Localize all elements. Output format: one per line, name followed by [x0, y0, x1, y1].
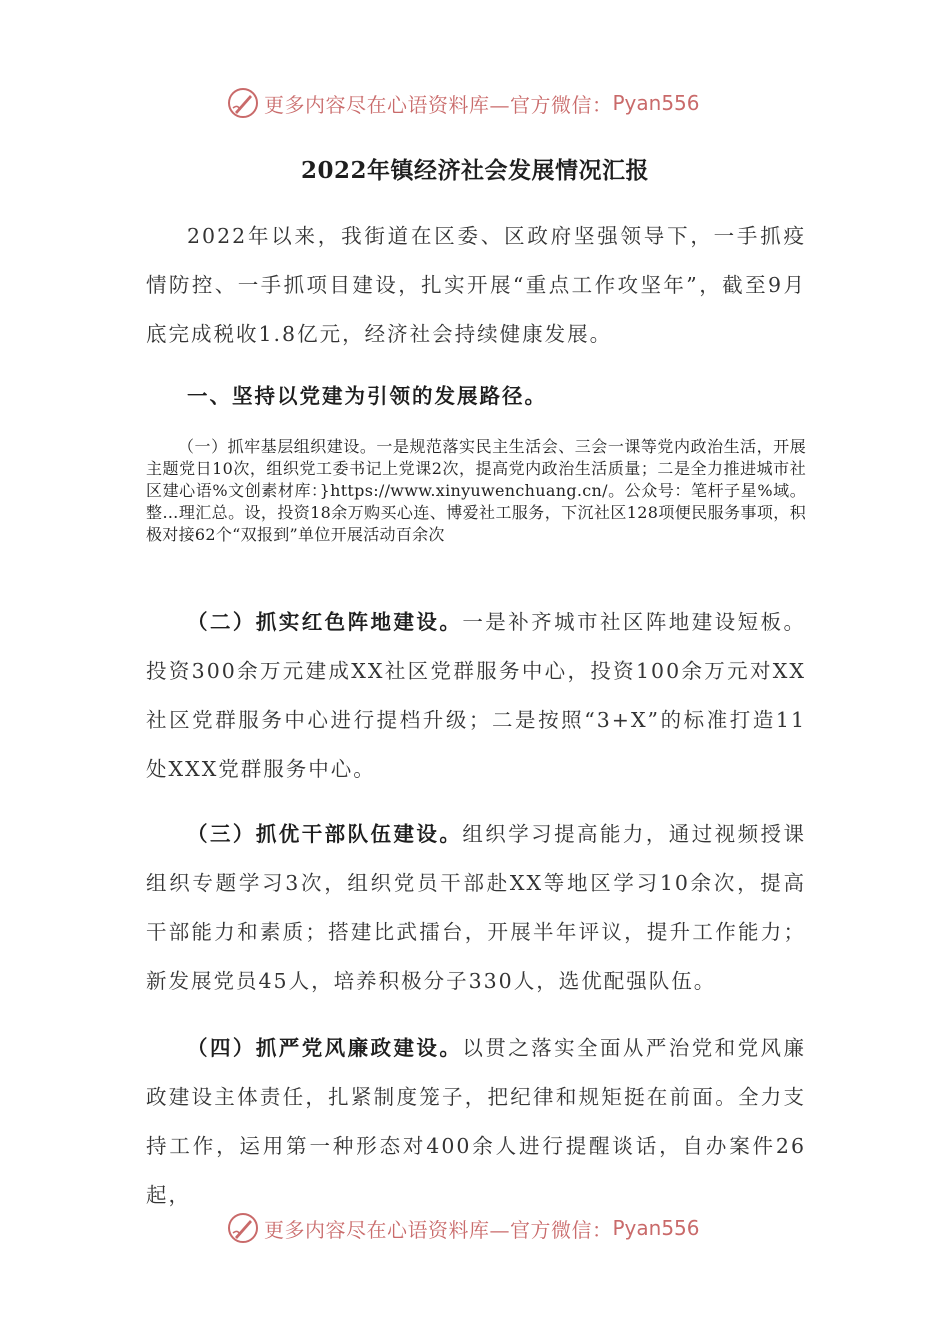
banner-text: 更多内容尽在心语资料库—官方微信： [264, 92, 613, 117]
banner-wechat-id: Pyan556 [612, 91, 700, 115]
item-2-body: 一是补齐城市社区阵地建设短板。投资300余万元建成XX社区党群服务中心，投资100余万元对XX社区党群服务中心进行提档升级；二是按照“3+X”的标准打造11处XXX党群服务中心。 [146, 610, 807, 781]
intro-paragraph: 2022年以来，我街道在区委、区政府坚强领导下，一手抓疫情防控、一手抓项目建设，扎实开展“重点工作攻坚年”，截至9月底完成税收1.8亿元，经济社会持续健康发展。 [146, 224, 806, 346]
item-4-paragraph [146, 1024, 806, 1220]
footer-banner [226, 1209, 700, 1247]
quill-logo-icon [226, 1211, 260, 1245]
item-3-paragraph [146, 810, 806, 1006]
quill-logo-icon [226, 86, 260, 120]
item-2-lead: （二）抓实红色阵地建设。 [187, 610, 463, 634]
document-title: 2022年镇经济社会发展情况汇报 [300, 157, 649, 184]
item-4-body: 以贯之落实全面从严治党和党风廉政建设主体责任，扎紧制度笼子，把纪律和规矩挺在前面。全力支持工作，运用第一种形态对400余人进行提醒谈话，自办案件26起， [146, 1036, 807, 1207]
item-2-paragraph [146, 598, 806, 794]
section-heading: 一、坚持以党建为引领的发展路径。 [187, 384, 547, 408]
item-1-paragraph: （一）抓牢基层组织建设。一是规范落实民主生活会、三会一课等党内政治生活，开展主题党日10次，组织党工委书记上党课2次，提高党内政治生活质量；二是全力推进城市社区建心语%文创素材库：}https://www.xinyuwenchuang.cn/。公众号：笔杆子星%域。整…理汇总。设，投资18余万购买心连、博爱社工服务，下沉社区128项便民服务事项，积极对接62个“双报到”单位开展活动百余次 [146, 437, 806, 544]
item-3-body: 组织学习提高能力，通过视频授课组织专题学习3次，组织党员干部赴XX等地区学习10余次，提高干部能力和素质；搭建比武擂台，开展半年评议，提升工作能力；新发展党员45人，培养积极分子330人，选优配强队伍。 [146, 822, 807, 993]
banner-text: 更多内容尽在心语资料库—官方微信： [264, 1217, 613, 1242]
item-3-lead: （三）抓优干部队伍建设。 [187, 822, 463, 846]
header-banner [226, 84, 700, 122]
item-4-lead: （四）抓严党风廉政建设。 [187, 1036, 463, 1060]
banner-wechat-id: Pyan556 [612, 1216, 700, 1240]
